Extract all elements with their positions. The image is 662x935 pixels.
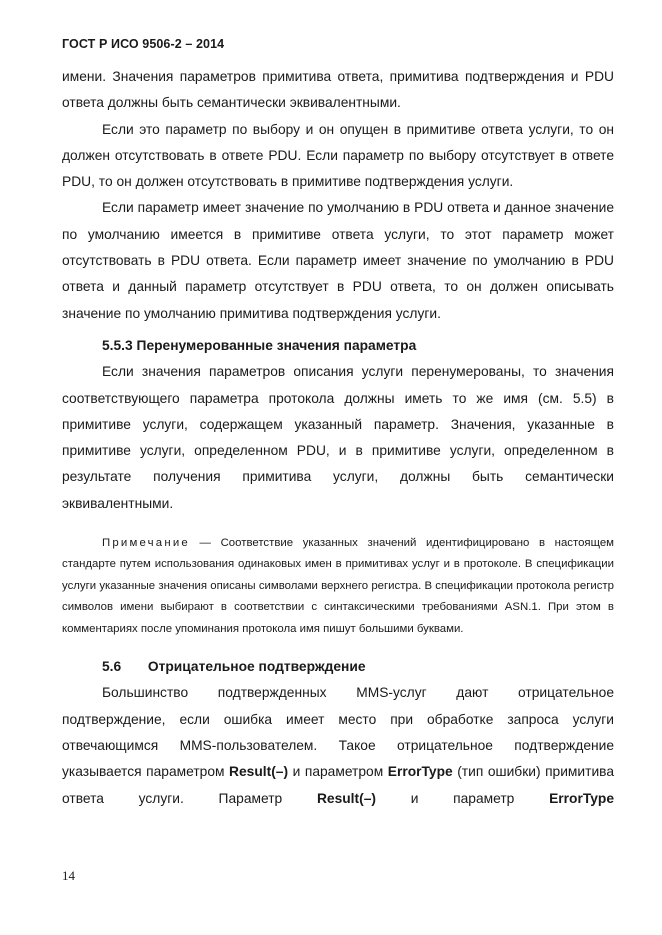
section-number: 5.6	[102, 659, 122, 675]
note-label: Примечание	[102, 537, 190, 550]
paragraph-negative-confirmation	[62, 680, 614, 811]
page-number: 14	[62, 868, 75, 883]
note-block	[62, 533, 614, 640]
note-dash: —	[189, 537, 221, 550]
parameter-name: ErrorType	[387, 764, 453, 780]
paragraph-default-value: Если параметр имеет значение по умолчанию в PDU ответа и данное значение по умолчанию имеется в примитиве ответа услуги, то этот параметр может отсутствовать в PDU ответа. Если параметр имеет значение по умолчанию в PDU ответа и данный параметр отсутствует в PDU ответа, то он должен описывать значение по умолчанию примитива подтверждения услуги.	[62, 200, 614, 321]
section-number: 5.5.3	[102, 337, 133, 353]
section-title: Отрицательное подтверждение	[147, 659, 366, 675]
text-run: Большинство подтвержденных MMS-услуг дают отрицательное подтверждение, если ошибка имеет место при обработке запроса услуги отвечающимся MMS-пользователем. Такое отрицательное подтверждение указывается параметром	[62, 685, 614, 780]
paragraph-continuation: имени. Значения параметров примитива ответа, примитива подтверждения и PDU ответа должны быть семантически эквивалентными.	[62, 69, 614, 111]
paragraph-optional-parameter: Если это параметр по выбору и он опущен в примитиве ответа услуги, то он должен отсутствовать в ответе PDU. Если параметр по выбору отсутствует в ответе PDU, то он должен отсутствовать в примитиве подтверждения услуги.	[62, 121, 614, 190]
document-page	[62, 0, 614, 935]
document-body	[62, 64, 614, 812]
section-heading-5-6	[102, 654, 614, 680]
parameter-name: ErrorType	[549, 790, 614, 806]
text-run: и параметром	[288, 764, 388, 780]
parameter-name: Result(–)	[316, 790, 376, 806]
parameter-name: Result(–)	[229, 764, 289, 780]
document-header: ГОСТ Р ИСО 9506-2 – 2014	[62, 37, 225, 51]
paragraph-renumbered-values: Если значения параметров описания услуги перенумерованы, то значения соответствующего параметра протокола должны иметь то же имя (см. 5.5) в примитиве услуги, содержащем указанный параметр. Значения, указанные в примитиве услуги, определенном PDU, и в примитиве услуги, определенном в результате получения примитива услуги, должны быть семантически эквивалентными.	[62, 364, 614, 511]
text-run: и параметр	[375, 790, 550, 806]
note-text: Соответствие указанных значений идентифицировано в настоящем стандарте путем использования одинаковых имен в примитивах услуг и в протоколе. В спецификации услуги указанные значения описаны символами верхнего регистра. В спецификации протокола регистр символов имени выбирают в соответствии с синтаксическими требованиями ASN.1. При этом в комментариях после упоминания протокола имя пишут большими буквами.	[62, 537, 614, 635]
text-run: (тип ошибки) примитива ответа услуги. Параметр	[62, 764, 614, 806]
section-title: Перенумерованные значения параметра	[136, 337, 417, 353]
section-heading-5-5-3	[102, 333, 614, 359]
